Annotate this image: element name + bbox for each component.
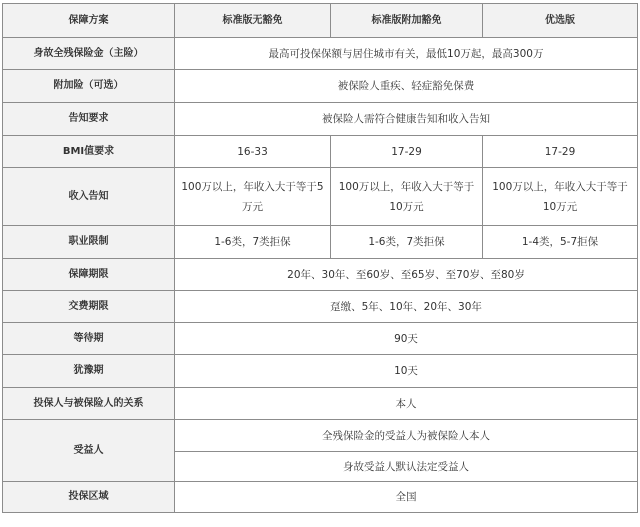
insurance-plan-table — [2, 3, 638, 513]
table-row-beneficiary — [3, 420, 638, 452]
header-cell-standard-with-waiver: 标准版附加豁免 — [331, 4, 483, 38]
table-row-sum-insured — [3, 38, 638, 70]
header-cell-preferred: 优选版 — [483, 4, 638, 38]
row-label: 投保人与被保险人的关系 — [3, 388, 175, 420]
table-row-bmi — [3, 136, 638, 168]
table-row-payment — [3, 291, 638, 323]
table-row-rider — [3, 70, 638, 103]
row-label: 交费期限 — [3, 291, 175, 323]
row-value: 90天 — [175, 323, 638, 355]
row-label: 受益人 — [3, 420, 175, 482]
table-row-relation — [3, 388, 638, 420]
table-row-occupation — [3, 226, 638, 259]
row-label: BMI值要求 — [3, 136, 175, 168]
row-value: 本人 — [175, 388, 638, 420]
row-label: 保障期限 — [3, 259, 175, 291]
table-row-waiting — [3, 323, 638, 355]
row-label: 告知要求 — [3, 103, 175, 136]
row-value: 1-4类，5-7拒保 — [483, 226, 638, 259]
row-value: 100万以上，年收入大于等于5万元 — [175, 168, 331, 226]
row-value: 最高可投保保额与居住城市有关，最低10万起，最高300万 — [175, 38, 638, 70]
table-row-term — [3, 259, 638, 291]
row-value: 16-33 — [175, 136, 331, 168]
row-value: 17-29 — [331, 136, 483, 168]
row-value: 趸缴、5年、10年、20年、30年 — [175, 291, 638, 323]
row-value: 被保险人重疾、轻症豁免保费 — [175, 70, 638, 103]
row-value: 20年、30年、至60岁、至65岁、至70岁、至80岁 — [175, 259, 638, 291]
row-label: 职业限制 — [3, 226, 175, 259]
row-value: 全残保险金的受益人为被保险人本人 — [175, 420, 638, 452]
row-label: 犹豫期 — [3, 355, 175, 388]
row-value: 17-29 — [483, 136, 638, 168]
row-value: 10天 — [175, 355, 638, 388]
header-cell-plan: 保障方案 — [3, 4, 175, 38]
table-row-grace — [3, 355, 638, 388]
row-label: 收入告知 — [3, 168, 175, 226]
header-cell-standard-no-waiver: 标准版无豁免 — [175, 4, 331, 38]
row-value: 100万以上，年收入大于等于10万元 — [331, 168, 483, 226]
row-label: 附加险（可选） — [3, 70, 175, 103]
row-label: 投保区域 — [3, 482, 175, 513]
row-value: 1-6类，7类拒保 — [331, 226, 483, 259]
table-row-income — [3, 168, 638, 226]
row-value: 身故受益人默认法定受益人 — [175, 452, 638, 482]
table-row-region — [3, 482, 638, 513]
table-row-notification — [3, 103, 638, 136]
row-value: 100万以上，年收入大于等于10万元 — [483, 168, 638, 226]
row-label: 等待期 — [3, 323, 175, 355]
row-value: 全国 — [175, 482, 638, 513]
row-value: 1-6类，7类拒保 — [175, 226, 331, 259]
row-label: 身故全残保险金（主险） — [3, 38, 175, 70]
table-header-row — [3, 4, 638, 38]
row-value: 被保险人需符合健康告知和收入告知 — [175, 103, 638, 136]
